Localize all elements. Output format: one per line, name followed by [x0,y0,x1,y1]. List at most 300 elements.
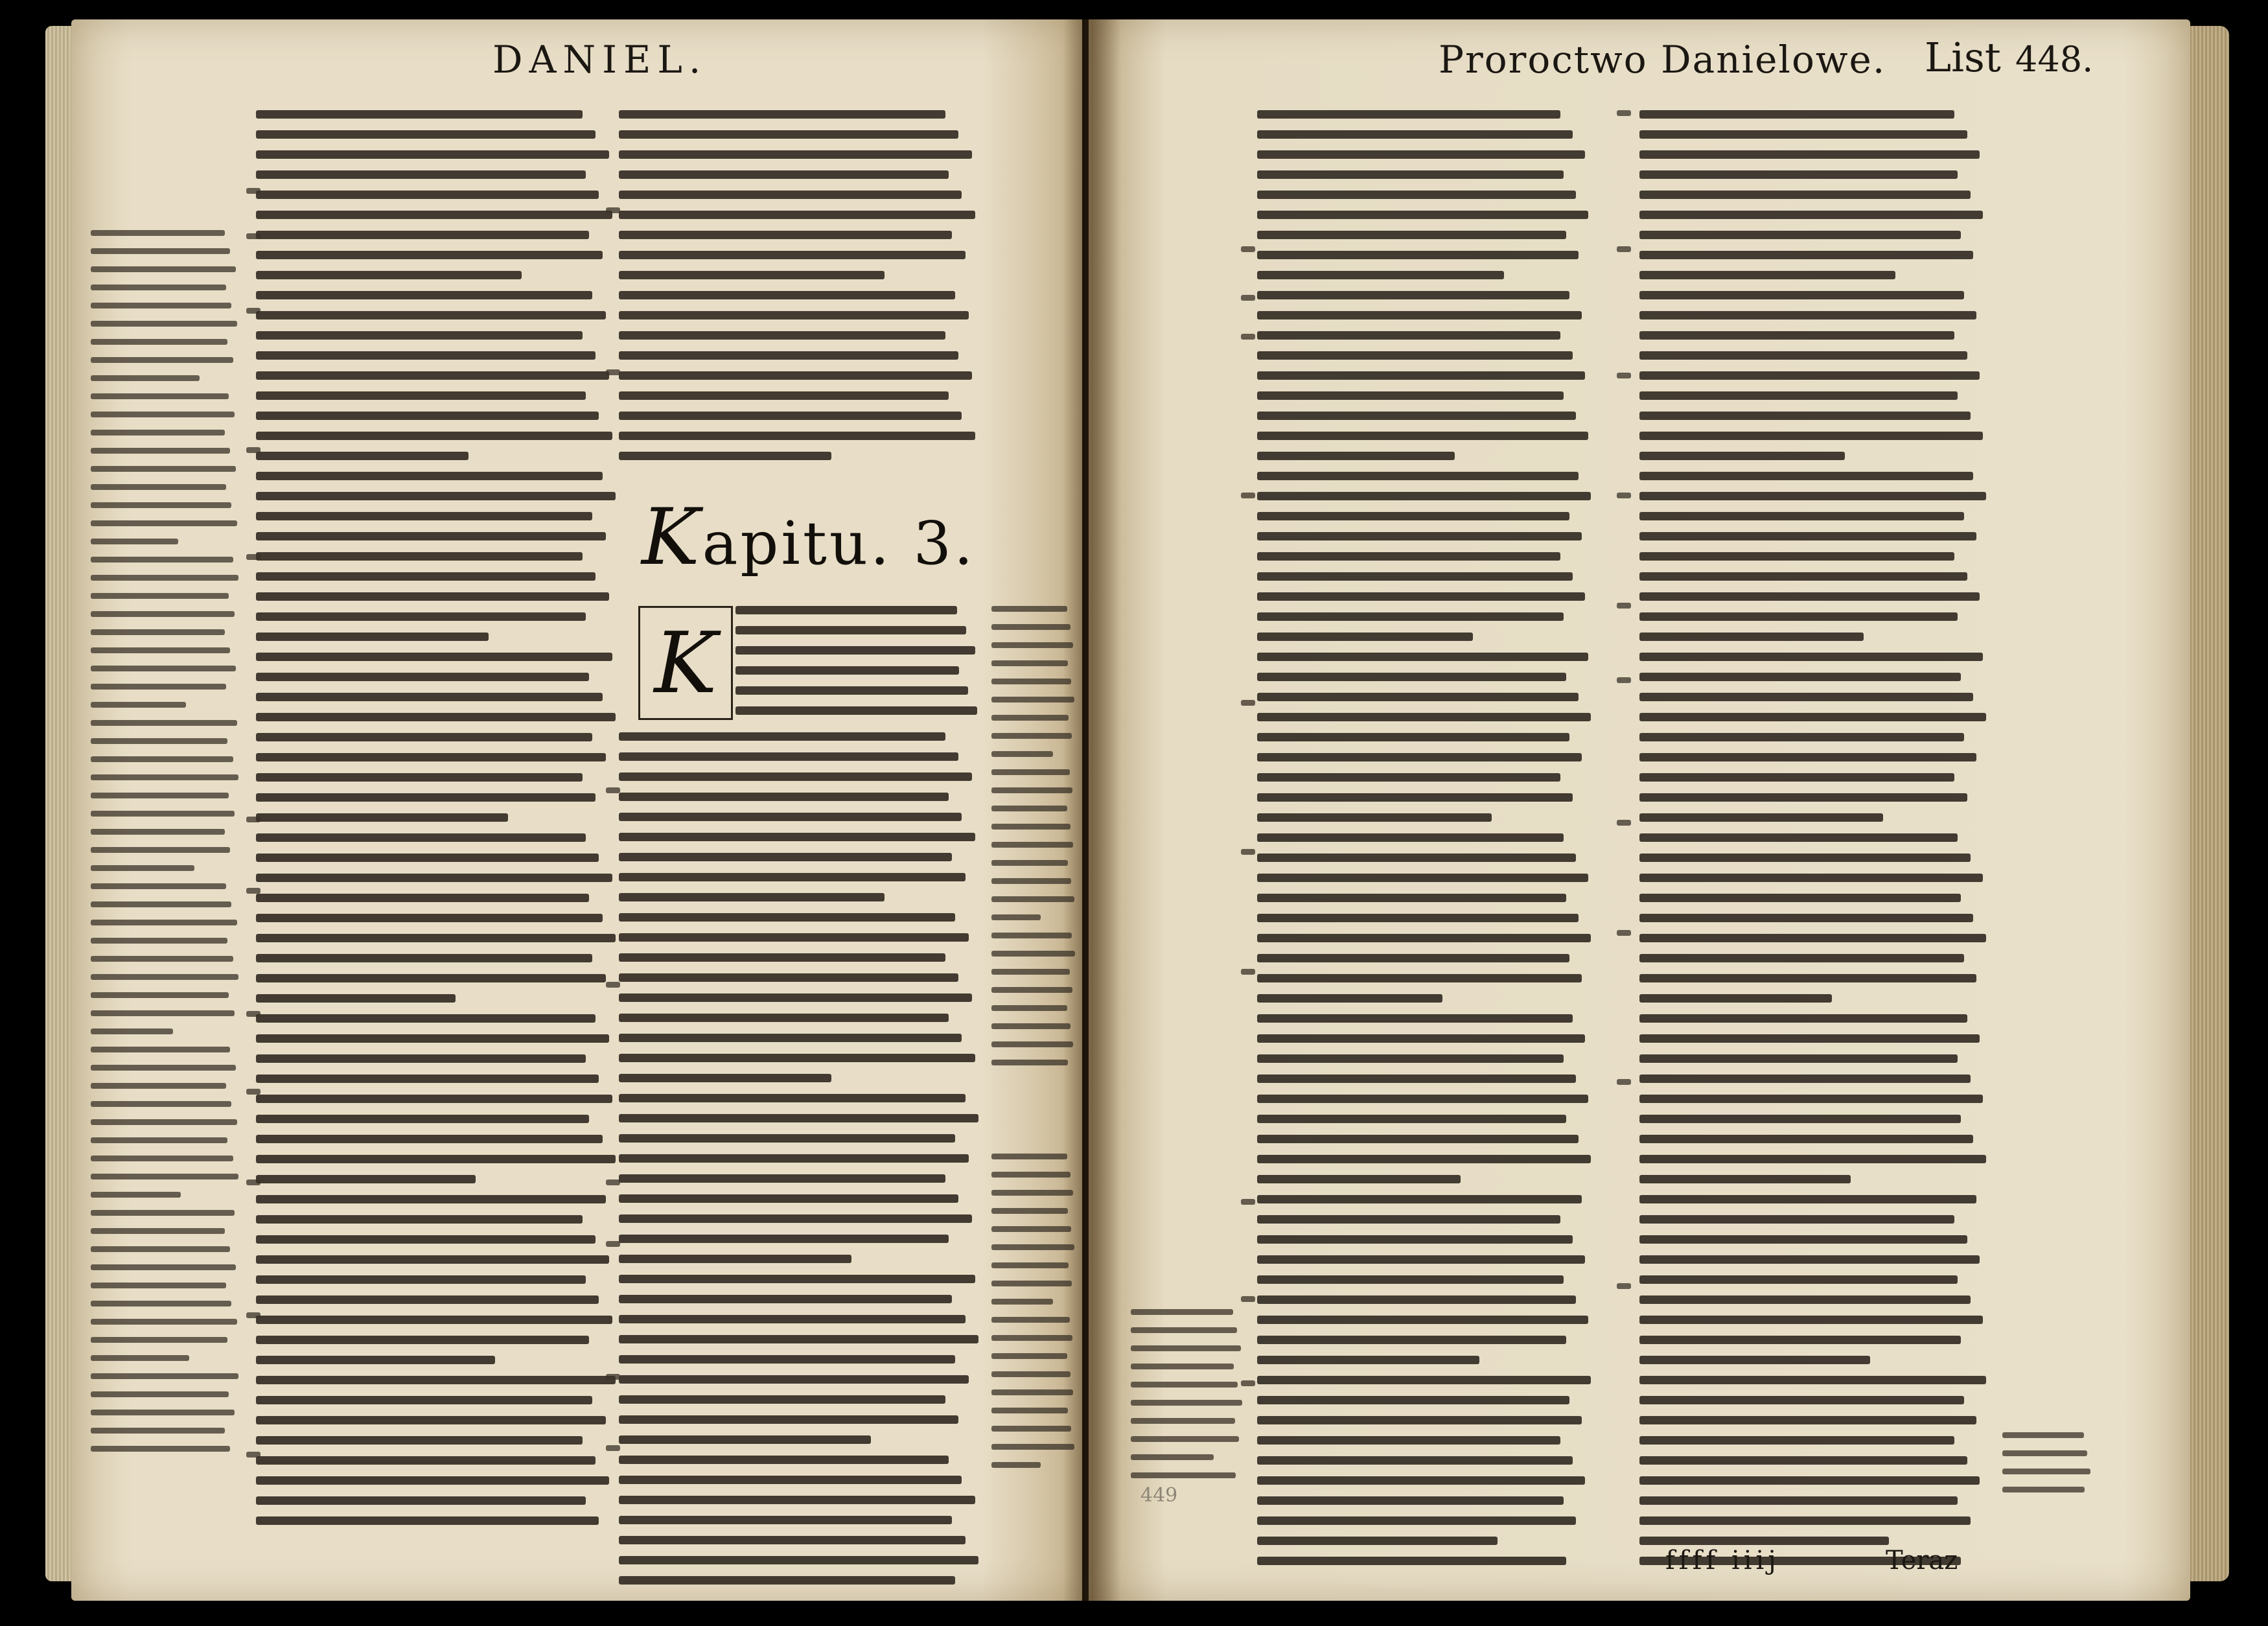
left-margin-note-line [91,375,200,381]
verse-number-mark [1617,603,1631,609]
left-page-column-1-line [256,452,469,460]
inner-margin-note-line [991,1005,1067,1011]
right-page-column-1-line [1257,894,1566,902]
left-page-column-2-line [619,1496,975,1504]
left-margin-note-line [91,956,233,962]
verse-number-mark [606,369,620,375]
left-page-column-2-line [619,391,949,400]
right-page-column-1-line [1257,793,1573,802]
verse-number-mark [246,1312,260,1318]
right-page-column-2-line [1639,1476,1980,1485]
pencil-annotation: 449 [1140,1484,1178,1507]
left-page-column-2-line [735,626,966,634]
inner-margin-note-line [991,878,1071,884]
left-page-column-1-line [256,894,589,902]
right-page-column-2-line [1639,1456,1967,1465]
left-page-column-2-line [619,150,972,159]
right-page-column-1-line [1257,1054,1564,1063]
right-page-column-2-line [1639,191,1971,199]
right-page-column-2-line [1639,1175,1851,1183]
right-page-column-2-line [1639,1095,1983,1103]
left-page-column-1-line [256,1356,495,1364]
right-page-column-2-line [1639,1135,1973,1143]
left-page-column-2-line [619,1034,962,1042]
right-outer-margin-note-line [2002,1469,2090,1474]
left-page-column-2-line [619,1094,966,1102]
left-page-column-2-line [619,170,949,179]
left-margin-note-line [91,1410,235,1415]
right-page-column-1-line [1257,773,1560,782]
right-page-column-2-line [1639,170,1958,179]
right-page-column-2-line [1639,934,1986,942]
left-page-column-2-line [619,351,958,360]
left-page-column-2-line [619,1014,949,1022]
left-page-column-1-line [256,1316,612,1324]
left-page-column-1-line [256,813,508,822]
left-margin-note-line [91,774,238,780]
right-page-column-1-line [1257,854,1576,862]
left-margin-note-line [91,484,226,490]
left-margin-note-line [91,811,235,817]
right-page-column-2-line [1639,311,1976,319]
left-margin-note-line [91,1028,173,1034]
verse-number-mark [246,888,260,894]
right-page-column-2-line [1639,1195,1976,1203]
left-page-column-1-line [256,472,603,480]
left-margin-note-line [91,1119,237,1125]
inner-margin-note-line [991,1262,1069,1268]
verse-number-mark [246,817,260,822]
left-margin-note-line [91,1083,226,1089]
left-page-column-1-line [256,1095,612,1103]
right-page-column-2-line [1639,231,1961,239]
left-running-head: DANIEL. [492,38,708,82]
right-page-edges [2184,26,2229,1581]
verse-number-mark [1617,110,1631,116]
inner-margin-note-line [991,1408,1068,1413]
verse-number-mark [1241,969,1255,975]
left-page-column-1-line [256,994,456,1003]
left-page-column-2-line [619,371,972,380]
left-page-column-2-line [619,1275,975,1283]
inner-margin-note-line [991,987,1072,993]
inner-margin-note-line [991,914,1041,920]
right-page-column-1-line [1257,211,1588,219]
verse-number-mark [246,308,260,314]
left-page-column-1-line [256,1295,599,1304]
left-page-column-2-line [619,1335,978,1343]
left-page-column-1-line [256,492,616,500]
right-page-column-2-line [1639,351,1967,360]
right-page-column-2-line [1639,1295,1971,1304]
left-page-column-1-line [256,854,599,862]
folio-label: List [1925,34,2001,81]
right-outer-margin-note-line [2002,1432,2084,1438]
right-page-column-2-line [1639,110,1954,119]
verse-number-mark [1617,373,1631,378]
right-inner-margin-note-line [1131,1472,1236,1478]
right-page-column-2-line [1639,1054,1958,1063]
left-page-column-1-line [256,1014,596,1023]
left-page-column-2-line [619,110,945,119]
right-inner-margin-note-line [1131,1364,1234,1369]
right-page-column-2-line [1639,1376,1986,1384]
left-page-column-2-line [619,1375,969,1384]
right-page-column-2-line [1639,874,1983,882]
left-margin-note-line [91,1264,236,1270]
left-page-column-2-line [619,1536,966,1544]
verse-number-mark [246,447,260,453]
verse-number-mark [1617,1079,1631,1085]
right-page-column-1-line [1257,753,1582,761]
right-page-column-2-line [1639,753,1976,761]
left-page-column-2-line [619,1255,851,1263]
left-margin-note-line [91,1101,231,1107]
inner-margin-note-line [991,1389,1073,1395]
verse-number-mark [606,1241,620,1247]
chapter-heading-decorated-letter: K [642,493,702,583]
left-page-column-1-line [256,432,612,440]
right-page-column-1-line [1257,934,1591,942]
right-page-column-2-line [1639,854,1971,862]
right-page-column-1-line [1257,994,1442,1003]
left-margin-note-line [91,920,237,925]
left-margin-note-line [91,865,194,871]
left-page-column-1-line [256,673,589,681]
right-inner-margin-note-line [1131,1436,1239,1442]
verse-number-mark [1241,849,1255,855]
right-page-column-2-line [1639,251,1973,259]
left-margin-note-line [91,1047,230,1052]
inner-margin-note-line [991,660,1068,666]
left-page-column-1-line [256,371,609,380]
inner-margin-note-line [991,1190,1073,1196]
left-page-column-2-line [735,646,975,655]
inner-margin-note-line [991,1335,1072,1341]
left-page-column-2-line [619,1556,978,1564]
left-margin-note-line [91,430,225,436]
left-page-column-1-line [256,1396,592,1404]
right-inner-margin-note-line [1131,1454,1214,1460]
left-margin-note-line [91,1246,230,1252]
right-page-column-1-line [1257,1175,1461,1183]
right-page-column-2-line [1639,452,1845,460]
right-page-column-2-line [1639,1516,1971,1525]
verse-number-mark [606,982,620,988]
left-page-column-1-line [256,874,612,882]
left-margin-note-line [91,1228,225,1234]
inner-margin-note-line [991,1154,1067,1159]
left-margin-note-line [91,702,186,708]
right-page-column-1-line [1257,673,1566,681]
right-page-column-1-line [1257,1275,1564,1284]
inner-margin-note-line [991,1244,1074,1250]
left-margin-note-line [91,1428,225,1434]
left-page-column-1-line [256,150,609,159]
right-page-column-1-line [1257,1336,1566,1344]
left-margin-note-line [91,230,225,236]
right-page-column-1-line [1257,1396,1569,1404]
inner-margin-note-line [991,806,1067,811]
left-page-column-1-line [256,934,616,942]
left-margin-note-line [91,1174,238,1179]
right-page-column-2-line [1639,1496,1958,1505]
left-page-column-2-line [619,873,966,881]
left-page-column-2-line [619,1054,975,1062]
left-page-column-1-line [256,572,596,581]
right-page-column-2-line [1639,1215,1954,1224]
left-page-column-1-line [256,1175,476,1183]
right-page-column-2-line [1639,693,1973,701]
right-page-column-1-line [1257,1376,1591,1384]
right-page-column-1-line [1257,713,1591,721]
right-page-column-1-line [1257,110,1560,119]
verse-number-mark [606,1374,620,1380]
right-inner-margin-note-line [1131,1327,1237,1333]
right-page-column-2-line [1639,1014,1967,1023]
left-page-column-2-line [619,853,952,861]
right-page-column-1-line [1257,633,1473,641]
left-margin-note-line [91,684,226,690]
signature-letters: ffff [1665,1546,1720,1575]
right-page-column-2-line [1639,532,1976,540]
right-page-column-1-line [1257,130,1573,139]
left-margin-note-line [91,266,236,272]
right-page-column-1-line [1257,311,1582,319]
right-page-column-1-line [1257,532,1582,540]
inner-margin-note-line [991,1462,1041,1468]
left-margin-note-line [91,901,231,907]
right-page-column-1-line [1257,191,1576,199]
right-page-column-1-line [1257,1537,1498,1545]
verse-number-mark [246,1452,260,1458]
inner-margin-note-line [991,1041,1073,1047]
left-page-column-2-line [619,1214,972,1223]
verse-number-mark [246,233,260,239]
inner-margin-note-line [991,896,1074,902]
right-page-column-2-line [1639,633,1864,641]
left-page-column-1-line [256,653,612,661]
left-margin-note-line [91,285,226,290]
left-page-column-2-line [619,331,945,340]
left-page-column-2-line [735,606,957,614]
left-page-column-2-line [619,1476,962,1484]
left-margin-note-line [91,1283,226,1288]
right-page-column-2-line [1639,713,1986,721]
left-margin-note-line [91,357,233,363]
folio-number: 448. [2015,39,2094,80]
left-page-column-1-line [256,773,583,782]
right-page-column-1-line [1257,1155,1591,1163]
left-page-column-2-line [619,1074,831,1082]
right-page-column-2-line [1639,472,1973,480]
right-page-column-2-line [1639,1074,1971,1083]
right-page-column-1-line [1257,552,1560,561]
right-page-column-2-line [1639,612,1958,621]
left-page-column-2-line [619,452,831,460]
right-page-column-1-line [1257,512,1569,520]
inner-margin-note-line [991,1317,1070,1323]
right-page-column-2-line [1639,914,1973,922]
verse-number-mark [1241,493,1255,498]
left-margin-note-line [91,756,233,762]
right-page-column-1-line [1257,1496,1564,1505]
left-page-column-2-line [619,1516,952,1524]
right-page-column-2-line [1639,974,1976,982]
right-page-column-2-line [1639,673,1961,681]
right-page-column-1-line [1257,914,1579,922]
inner-margin-note-line [991,1023,1070,1029]
right-page-column-2-line [1639,793,1967,802]
inner-margin-note-line [991,642,1073,648]
right-page-column-1-line [1257,1115,1566,1123]
left-page-column-2-line [619,1114,978,1122]
right-page-column-2-line [1639,1034,1980,1043]
right-page-column-1-line [1257,291,1569,299]
left-page-column-2-line [619,793,949,801]
left-page-column-2-line [619,953,945,962]
right-page-column-1-line [1257,612,1564,621]
left-page-column-1-line [256,170,586,179]
left-page-column-2-line [619,973,958,982]
left-page-column-1-line [256,1456,596,1465]
right-page-column-2-line [1639,552,1954,561]
right-page-column-1-line [1257,271,1504,279]
inner-margin-note-line [991,715,1069,721]
left-margin-note-line [91,339,227,345]
left-page-column-2-line [619,833,975,841]
right-page-column-1-line [1257,1476,1585,1485]
right-page-column-2-line [1639,894,1961,902]
inner-margin-note-line [991,1426,1071,1432]
right-page-column-1-line [1257,572,1573,581]
right-page-column-1-line [1257,1456,1573,1465]
right-page-column-2-line [1639,572,1967,581]
left-page-column-1-line [256,1235,596,1244]
left-page-column-2-line [619,311,969,319]
left-margin-note-line [91,720,237,726]
left-page-column-1-line [256,552,583,561]
left-page-column-1-line [256,1275,586,1284]
left-page-column-1-line [256,1516,599,1525]
left-margin-note-line [91,520,237,526]
right-page-column-1-line [1257,391,1564,400]
signature-number: iiij [1731,1546,1780,1575]
right-page-column-1-line [1257,1215,1560,1224]
left-page-column-1-line [256,1476,609,1485]
right-page-column-2-line [1639,813,1883,822]
left-margin-note-line [91,1355,189,1361]
inner-margin-note-line [991,769,1070,775]
right-page-column-2-line [1639,130,1967,139]
right-page-column-2-line [1639,994,1832,1003]
right-page-column-1-line [1257,1416,1582,1424]
chapter-heading-text: apitu. 3. [702,509,976,578]
right-page-column-2-line [1639,291,1964,299]
left-page-column-1-line [256,713,616,721]
left-page-column-2-line [619,1435,871,1444]
right-page-column-2-line [1639,1275,1958,1284]
decorated-initial: K [638,606,733,720]
right-page-column-1-line [1257,371,1585,380]
inner-margin-note-line [991,860,1068,866]
right-page-column-2-line [1639,954,1964,962]
inner-margin-note-line [991,1208,1068,1214]
left-page-column-2-line [619,211,975,219]
right-page-column-1-line [1257,472,1579,480]
inner-margin-note-line [991,824,1070,830]
left-margin-note-line [91,938,227,944]
left-page-column-1-line [256,1215,583,1224]
left-margin-note-line [91,466,236,472]
left-page-column-1-line [256,733,592,741]
left-margin-note-line [91,629,225,635]
right-page-column-2-line [1639,1537,1889,1545]
right-page-column-1-line [1257,954,1569,962]
left-page-column-1-line [256,693,603,701]
left-page-column-1-line [256,231,589,239]
verse-number-mark [606,1179,620,1185]
verse-number-mark [246,1089,260,1095]
left-page-column-1-line [256,633,489,641]
right-page-column-1-line [1257,1195,1582,1203]
right-page-column-1-line [1257,1235,1573,1244]
left-margin-note-line [91,1192,181,1198]
left-page-column-1-line [256,1054,586,1063]
inner-margin-note-line [991,1226,1071,1232]
inner-margin-note-line [991,1060,1068,1065]
inner-margin-note-line [991,1371,1070,1377]
left-page-column-2-line [619,1194,958,1203]
left-page-column-1-line [256,1376,616,1384]
left-page-column-1-line [256,914,603,922]
right-page-column-2-line [1639,512,1964,520]
left-page-column-1-line [256,512,592,520]
right-page-column-2-line [1639,653,1983,661]
left-page-column-2-line [619,993,972,1002]
left-margin-note-line [91,847,230,853]
verse-number-mark [1241,295,1255,301]
left-page-column-2-line [619,1395,945,1404]
left-margin-note-line [91,539,178,544]
right-page-column-1-line [1257,492,1591,500]
inner-margin-note-line [991,1444,1074,1450]
left-page-column-1-line [256,331,583,340]
verse-number-mark [1617,930,1631,936]
verse-number-mark [606,207,620,213]
left-margin-note-line [91,1301,231,1307]
right-page-column-1-line [1257,452,1455,460]
right-page-column-2-line [1639,1235,1967,1244]
left-page-column-1-line [256,954,592,962]
left-margin-note-line [91,974,238,980]
inner-margin-note-line [991,787,1072,793]
right-page-column-2-line [1639,1336,1961,1344]
left-page-column-1-line [256,1496,586,1505]
left-page-column-2-line [619,432,975,440]
left-page-column-1-line [256,110,583,119]
left-page-column-1-line [256,130,596,139]
left-page-column-1-line [256,391,586,400]
inner-margin-note-line [991,969,1070,975]
right-page-column-2-line [1639,1155,1986,1163]
verse-number-mark [1241,246,1255,252]
verse-number-mark [1617,1283,1631,1289]
left-page-column-1-line [256,592,609,601]
right-page-column-1-line [1257,874,1588,882]
left-page-column-1-line [256,311,606,319]
right-page-column-1-line [1257,1557,1566,1565]
